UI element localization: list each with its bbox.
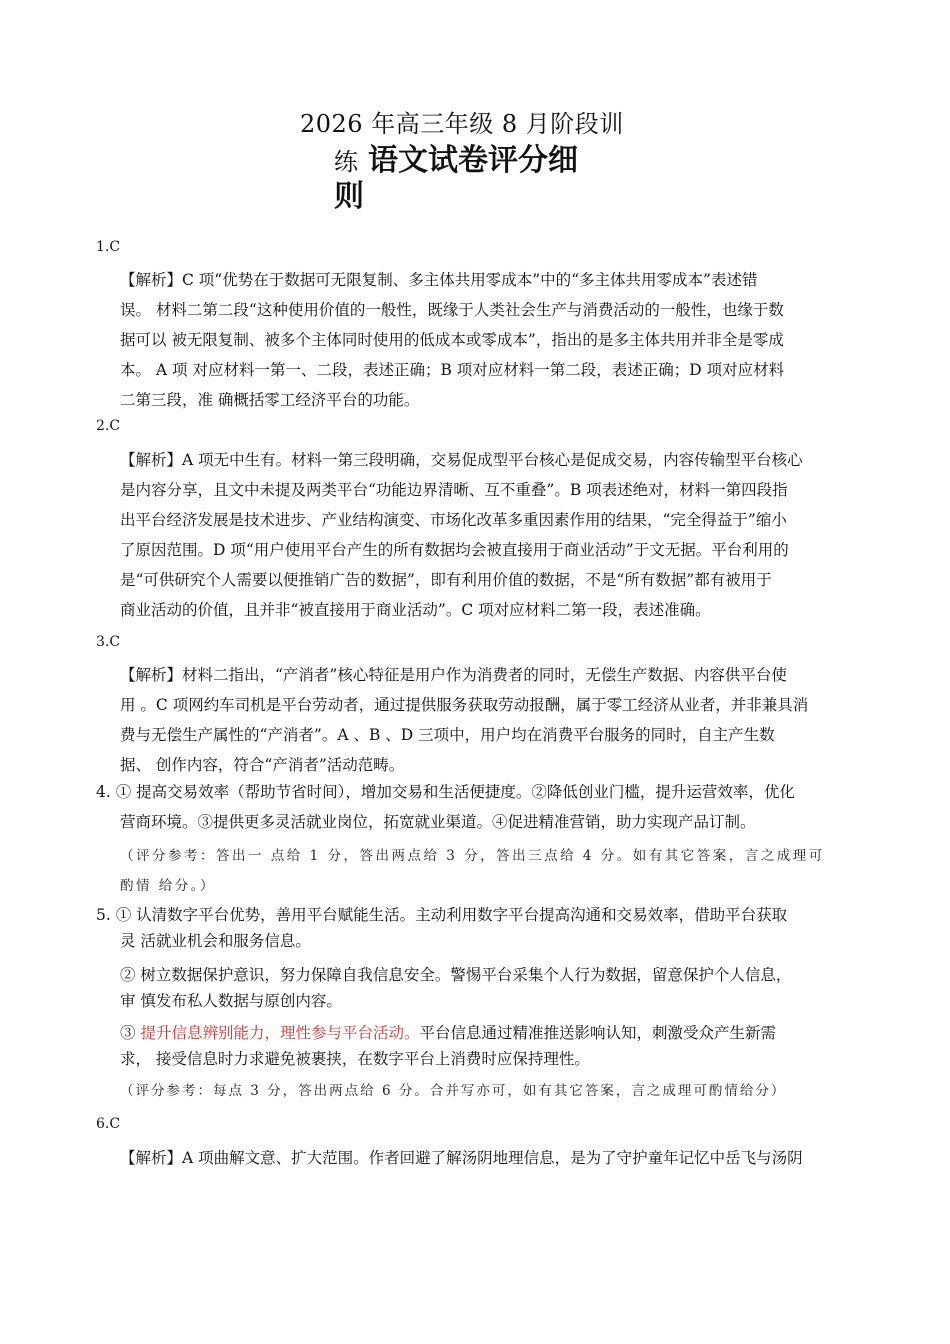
analysis-line: 据、 创作内容，符合“产消者”活动范畴。 — [120, 756, 405, 774]
analysis-line: 【解析】A 项曲解文意、扩大范围。作者回避了解汤阴地理信息，是为了守护童年记忆中岳飞与汤阴 — [120, 1149, 803, 1167]
question-4-answer — [96, 777, 864, 837]
question-5-point-2 — [120, 962, 864, 1014]
question-1-number: 1.C — [96, 239, 121, 255]
answer-line: 5. ① 认清数字平台优势，善用平台赋能生活。主动利用数字平台提高沟通和交易效率，借助平台获取 — [96, 906, 788, 924]
question-1-analysis — [120, 265, 866, 415]
question-2-number: 2.C — [96, 418, 121, 434]
analysis-line: 据可以 被无限复制、被多个主体同时使用的低成本或零成本”，指出的是多主体共用并非全是零成 — [120, 331, 784, 349]
question-6-analysis — [120, 1143, 866, 1173]
analysis-line: 用 。C 项网约车司机是平台劳动者，通过提供服务获取劳动报酬，属于零工经济从业者，并非兼具消 — [120, 696, 809, 714]
analysis-line: 商业活动的价值，且并非“被直接用于商业活动”。C 项对应材料二第一段，表述准确。 — [120, 601, 711, 619]
question-4-scoring-note — [120, 841, 864, 901]
analysis-line: 【解析】C 项“优势在于数据可无限复制、多主体共用零成本”中的“多主体共用零成本”表述错 — [120, 271, 758, 289]
title-line-2-small: 练 — [334, 148, 358, 176]
note-line: 酌情 给分。） — [120, 878, 217, 894]
title-line-1: 2026 年高三年级 8 月阶段训 — [300, 110, 624, 138]
question-6-number: 6.C — [96, 1116, 121, 1132]
question-5-point-1 — [96, 902, 864, 954]
answer-line — [120, 1020, 864, 1046]
answer-line: 4. ① 提高交易效率（帮助节省时间），增加交易和生活便捷度。②降低创业门槛，提升运营效率，优化 — [96, 783, 795, 801]
title-line-2 — [334, 143, 654, 180]
analysis-line: 出平台经济发展是技术进步、产业结构演变、市场化改革多重因素作用的结果，“完全得益于”缩小 — [120, 511, 787, 529]
question-5-point-3 — [120, 1020, 864, 1072]
analysis-line: 【解析】A 项无中生有。材料一第三段明确，交易促成型平台核心是促成交易，内容传输型平台核心 — [120, 451, 803, 469]
answer-line: ② 树立数据保护意识，努力保障自我信息安全。警惕平台采集个人行为数据，留意保护个人信息， — [120, 966, 792, 984]
question-3-analysis — [120, 660, 866, 780]
point-3-prefix: ③ — [120, 1024, 141, 1042]
answer-line: 审 慎发布私人数据与原创内容。 — [120, 992, 342, 1010]
analysis-line: 二第三段，准 确概括零工经济平台的功能。 — [120, 391, 420, 409]
title-line-3: 则 — [334, 179, 364, 214]
point-3-highlight: 提升信息辨别能力，理性参与平台活动。 — [140, 1024, 420, 1042]
note-line: （评分参考：答出一 点给 1 分，答出两点给 3 分，答出三点给 4 分。如有其它答案，言之成理可 — [120, 848, 825, 864]
answer-line: 营商环境。③提供更多灵活就业岗位，拓宽就业渠道。④促进精准营销，助力实现产品订制。 — [120, 813, 756, 831]
analysis-line: 费与无偿生产属性的“产消者”。A 、B 、D 三项中，用户均在消费平台服务的同时，自主产生数 — [120, 726, 775, 744]
answer-line: 求， 接受信息时力求避免被裹挟，在数字平台上消费时应保持理性。 — [120, 1050, 590, 1068]
answer-line: 灵 活就业机会和服务信息。 — [120, 932, 311, 950]
analysis-line: 是内容分享，且文中未提及两类平台“功能边界清晰、互不重叠”。B 项表述绝对，材料一第四段指 — [120, 481, 788, 499]
analysis-line: 【解析】材料二指出，“产消者”核心特征是用户作为消费者的同时，无偿生产数据、内容供平台使 — [120, 666, 787, 684]
question-2-analysis — [120, 445, 866, 625]
analysis-line: 了原因范围。D 项“用户使用平台产生的所有数据均会被直接用于商业活动”于文无据。平台利用的 — [120, 541, 789, 559]
point-3-rest: 平台信息通过精准推送影响认知，刺激受众产生新需 — [419, 1024, 776, 1042]
analysis-line: 本。 A 项 对应材料一第一、二段，表述正确；B 项对应材料一第二段，表述正确；D 项对应材料 — [120, 361, 785, 379]
analysis-line: 误。 材料二第二段“这种使用价值的一般性，既缘于人类社会生产与消费活动的一般性，也缘于数 — [120, 301, 784, 319]
title-line-2-big: 语文试卷评分细 — [368, 143, 578, 178]
question-5-scoring-note: （评分参考：每点 3 分，答出两点给 6 分。合并写亦可，如有其它答案，言之成理可酌情给分） — [120, 1083, 787, 1099]
question-3-number: 3.C — [96, 634, 121, 650]
analysis-line: 是“可供研究个人需要以便推销广告的数据”，即有利用价值的数据，不是“所有数据”都有被用于 — [120, 571, 772, 589]
